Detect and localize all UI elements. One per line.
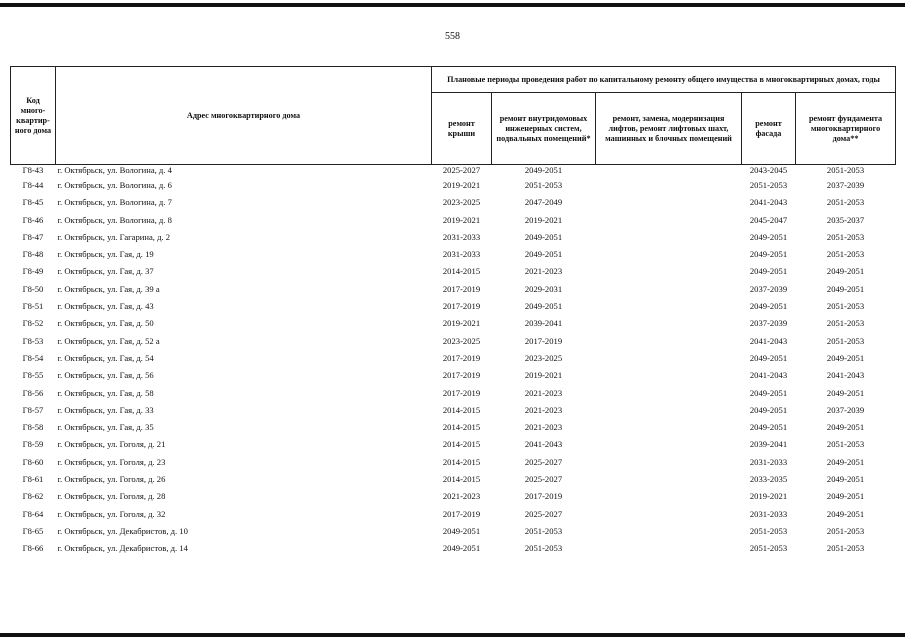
cell-address: г. Октябрьск, ул. Декабристов, д. 14: [57, 543, 188, 554]
cell-elevators: [596, 315, 742, 332]
cell-facade: 2033-2035: [749, 474, 788, 485]
cell-roof: 2025-2027: [442, 165, 481, 175]
cell-foundation: 2051-2053: [826, 335, 865, 346]
cell-address: г. Октябрьск, ул. Гоголя, д. 32: [57, 508, 166, 519]
cell-systems: 2051-2053: [524, 543, 563, 554]
cell-facade: 2049-2051: [749, 266, 788, 277]
cell-elevators: [596, 246, 742, 263]
table-row: [11, 229, 896, 246]
cell-elevators: [596, 385, 742, 402]
cell-address: г. Октябрьск, ул. Гая, д. 39 а: [57, 283, 160, 294]
cell-roof: 2023-2025: [442, 197, 481, 208]
cell-address: г. Октябрьск, ул. Вологина, д. 4: [57, 165, 172, 175]
cell-roof: 2021-2023: [442, 491, 481, 502]
cell-elevators: [596, 488, 742, 505]
table-row: [11, 436, 896, 453]
cell-systems: 2025-2027: [524, 474, 563, 485]
cell-address: г. Октябрьск, ул. Гоголя, д. 26: [57, 474, 166, 485]
cell-address: г. Октябрьск, ул. Декабристов, д. 10: [57, 525, 188, 536]
cell-elevators: [596, 402, 742, 419]
cell-foundation: 2049-2051: [826, 352, 865, 363]
cell-systems: 2041-2043: [524, 439, 563, 450]
cell-foundation: 2049-2051: [826, 266, 865, 277]
cell-address: г. Октябрьск, ул. Гая, д. 35: [57, 422, 154, 433]
cell-address: г. Октябрьск, ул. Гая, д. 54: [57, 352, 154, 363]
cell-code: Г8-43: [22, 165, 44, 175]
cell-address: г. Октябрьск, ул. Вологина, д. 7: [57, 197, 172, 208]
cell-address: г. Октябрьск, ул. Гая, д. 43: [57, 301, 154, 312]
table-row: [11, 350, 896, 367]
cell-roof: 2049-2051: [442, 543, 481, 554]
cell-roof: 2014-2015: [442, 266, 481, 277]
cell-code: Г8-61: [22, 474, 44, 485]
cell-foundation: 2051-2053: [826, 249, 865, 260]
table-row: [11, 454, 896, 471]
table-row: [11, 367, 896, 384]
cell-address: г. Октябрьск, ул. Гагарина, д. 2: [57, 231, 171, 242]
cell-facade: 2031-2033: [749, 508, 788, 519]
cell-code: Г8-65: [22, 525, 44, 536]
cell-foundation: 2049-2051: [826, 508, 865, 519]
cell-systems: 2049-2051: [524, 249, 563, 260]
header-facade: ремонт фасада: [742, 93, 796, 165]
cell-foundation: 2051-2053: [826, 197, 865, 208]
cell-code: Г8-64: [22, 508, 44, 519]
page-number: 558: [445, 31, 460, 42]
cell-foundation: 2049-2051: [826, 422, 865, 433]
cell-code: Г8-59: [22, 439, 44, 450]
cell-elevators: [596, 212, 742, 229]
table-row: [11, 263, 896, 280]
cell-systems: 2017-2019: [524, 491, 563, 502]
cell-foundation: 2041-2043: [826, 370, 865, 381]
cell-foundation: 2035-2037: [826, 214, 865, 225]
cell-foundation: 2051-2053: [826, 301, 865, 312]
header-foundation: ремонт фундамента многоквартирного дома**: [796, 93, 896, 165]
cell-code: Г8-47: [22, 231, 44, 242]
cell-foundation: 2049-2051: [826, 283, 865, 294]
cell-roof: 2017-2019: [442, 283, 481, 294]
bottom-rule: [0, 633, 905, 637]
cell-address: г. Октябрьск, ул. Гая, д. 56: [57, 370, 154, 381]
cell-facade: 2049-2051: [749, 231, 788, 242]
cell-systems: 2039-2041: [524, 318, 563, 329]
cell-code: Г8-58: [22, 422, 44, 433]
table-row: [11, 471, 896, 488]
table-row: [11, 385, 896, 402]
cell-elevators: [596, 333, 742, 350]
cell-facade: 2049-2051: [749, 387, 788, 398]
header-address: Адрес многоквартирного дома: [56, 67, 432, 165]
cell-code: Г8-54: [22, 352, 44, 363]
cell-elevators: [596, 263, 742, 280]
cell-address: г. Октябрьск, ул. Вологина, д. 6: [57, 180, 172, 190]
cell-elevators: [596, 229, 742, 246]
cell-foundation: 2049-2051: [826, 474, 865, 485]
cell-roof: 2014-2015: [442, 439, 481, 450]
cell-address: г. Октябрьск, ул. Гоголя, д. 28: [57, 491, 166, 502]
cell-foundation: 2051-2053: [826, 439, 865, 450]
cell-facade: 2039-2041: [749, 439, 788, 450]
cell-facade: 2041-2043: [749, 370, 788, 381]
cell-code: Г8-57: [22, 404, 44, 415]
cell-foundation: 2051-2053: [826, 231, 865, 242]
cell-systems: 2021-2023: [524, 387, 563, 398]
table-row: [11, 165, 896, 178]
cell-foundation: 2049-2051: [826, 387, 865, 398]
cell-facade: 2031-2033: [749, 456, 788, 467]
table-row: [11, 506, 896, 523]
cell-foundation: 2051-2053: [826, 165, 865, 175]
table-row: [11, 246, 896, 263]
cell-facade: 2051-2053: [749, 543, 788, 554]
cell-facade: 2049-2051: [749, 249, 788, 260]
table-row: [11, 523, 896, 540]
cell-elevators: [596, 165, 742, 178]
cell-facade: 2045-2047: [749, 214, 788, 225]
cell-elevators: [596, 177, 742, 194]
cell-code: Г8-56: [22, 387, 44, 398]
top-rule: [0, 3, 905, 7]
cell-systems: 2017-2019: [524, 335, 563, 346]
table-row: [11, 177, 896, 194]
cell-roof: 2049-2051: [442, 525, 481, 536]
cell-code: Г8-53: [22, 335, 44, 346]
cell-facade: 2051-2053: [749, 180, 788, 190]
cell-systems: 2025-2027: [524, 508, 563, 519]
cell-roof: 2017-2019: [442, 508, 481, 519]
cell-elevators: [596, 506, 742, 523]
table-row: [11, 194, 896, 211]
cell-elevators: [596, 540, 742, 557]
cell-address: г. Октябрьск, ул. Гая, д. 52 а: [57, 335, 160, 346]
cell-roof: 2017-2019: [442, 301, 481, 312]
cell-address: г. Октябрьск, ул. Гая, д. 37: [57, 266, 154, 277]
cell-systems: 2029-2031: [524, 283, 563, 294]
table-row: [11, 488, 896, 505]
cell-foundation: 2037-2039: [826, 180, 865, 190]
cell-facade: 2041-2043: [749, 197, 788, 208]
cell-systems: 2019-2021: [524, 370, 563, 381]
cell-roof: 2019-2021: [442, 180, 481, 190]
cell-code: Г8-51: [22, 301, 44, 312]
cell-roof: 2014-2015: [442, 456, 481, 467]
cell-facade: 2051-2053: [749, 525, 788, 536]
cell-code: Г8-60: [22, 456, 44, 467]
header-roof: ремонт крыши: [432, 93, 492, 165]
cell-code: Г8-52: [22, 318, 44, 329]
cell-systems: 2047-2049: [524, 197, 563, 208]
cell-roof: 2023-2025: [442, 335, 481, 346]
cell-roof: 2014-2015: [442, 422, 481, 433]
cell-foundation: 2051-2053: [826, 525, 865, 536]
cell-facade: 2049-2051: [749, 422, 788, 433]
cell-foundation: 2051-2053: [826, 318, 865, 329]
cell-roof: 2017-2019: [442, 387, 481, 398]
cell-foundation: 2049-2051: [826, 491, 865, 502]
cell-roof: 2031-2033: [442, 249, 481, 260]
cell-elevators: [596, 281, 742, 298]
cell-address: г. Октябрьск, ул. Гая, д. 33: [57, 404, 154, 415]
cell-code: Г8-50: [22, 283, 44, 294]
cell-systems: 2051-2053: [524, 525, 563, 536]
cell-code: Г8-45: [22, 197, 44, 208]
cell-roof: 2019-2021: [442, 318, 481, 329]
cell-facade: 2049-2051: [749, 301, 788, 312]
cell-code: Г8-48: [22, 249, 44, 260]
table-body: [11, 165, 896, 558]
cell-elevators: [596, 350, 742, 367]
cell-facade: 2037-2039: [749, 318, 788, 329]
table-row: [11, 298, 896, 315]
cell-systems: 2049-2051: [524, 301, 563, 312]
cell-roof: 2017-2019: [442, 370, 481, 381]
cell-systems: 2025-2027: [524, 456, 563, 467]
header-planned-periods: Плановые периоды проведения работ по капитальному ремонту общего имущества в многоквартирных домах, годы: [432, 67, 896, 93]
cell-facade: 2049-2051: [749, 404, 788, 415]
header-elevators: ремонт, замена, модернизация лифтов, ремонт лифтовых шахт, машинных и блочных помещений: [596, 93, 742, 165]
cell-facade: 2019-2021: [749, 491, 788, 502]
cell-roof: 2019-2021: [442, 214, 481, 225]
cell-code: Г8-55: [22, 370, 44, 381]
cell-address: г. Октябрьск, ул. Гоголя, д. 23: [57, 456, 166, 467]
header-systems: ремонт внутридомовых инженерных систем, подвальных помещений*: [492, 93, 596, 165]
cell-elevators: [596, 454, 742, 471]
cell-code: Г8-49: [22, 266, 44, 277]
cell-code: Г8-62: [22, 491, 44, 502]
cell-elevators: [596, 419, 742, 436]
cell-systems: 2049-2051: [524, 231, 563, 242]
cell-facade: 2041-2043: [749, 335, 788, 346]
header-code: Код много-квартир-ного дома: [11, 67, 56, 165]
cell-systems: 2051-2053: [524, 180, 563, 190]
cell-foundation: 2037-2039: [826, 404, 865, 415]
table-row: [11, 315, 896, 332]
cell-systems: 2021-2023: [524, 422, 563, 433]
cell-elevators: [596, 523, 742, 540]
cell-roof: 2014-2015: [442, 474, 481, 485]
cell-code: Г8-44: [22, 180, 44, 190]
cell-systems: 2021-2023: [524, 266, 563, 277]
table-row: [11, 212, 896, 229]
table-row: [11, 281, 896, 298]
cell-elevators: [596, 436, 742, 453]
table-row: [11, 419, 896, 436]
cell-roof: 2031-2033: [442, 231, 481, 242]
cell-elevators: [596, 471, 742, 488]
cell-code: Г8-66: [22, 543, 44, 554]
cell-foundation: 2049-2051: [826, 456, 865, 467]
cell-facade: 2037-2039: [749, 283, 788, 294]
cell-address: г. Октябрьск, ул. Гая, д. 19: [57, 249, 154, 260]
table-row: [11, 333, 896, 350]
table-row: [11, 402, 896, 419]
cell-roof: 2014-2015: [442, 404, 481, 415]
table-container: [10, 66, 896, 558]
cell-address: г. Октябрьск, ул. Вологина, д. 8: [57, 214, 172, 225]
cell-elevators: [596, 194, 742, 211]
cell-elevators: [596, 298, 742, 315]
cell-systems: 2019-2021: [524, 214, 563, 225]
cell-systems: 2023-2025: [524, 352, 563, 363]
cell-roof: 2017-2019: [442, 352, 481, 363]
cell-facade: 2049-2051: [749, 352, 788, 363]
cell-systems: 2049-2051: [524, 165, 563, 175]
capital-repair-schedule-table: [10, 66, 896, 558]
cell-facade: 2043-2045: [749, 165, 788, 175]
cell-foundation: 2051-2053: [826, 543, 865, 554]
cell-elevators: [596, 367, 742, 384]
cell-address: г. Октябрьск, ул. Гая, д. 58: [57, 387, 154, 398]
cell-address: г. Октябрьск, ул. Гая, д. 50: [57, 318, 154, 329]
cell-code: Г8-46: [22, 214, 44, 225]
cell-address: г. Октябрьск, ул. Гоголя, д. 21: [57, 439, 166, 450]
table-row: [11, 540, 896, 557]
cell-systems: 2021-2023: [524, 404, 563, 415]
